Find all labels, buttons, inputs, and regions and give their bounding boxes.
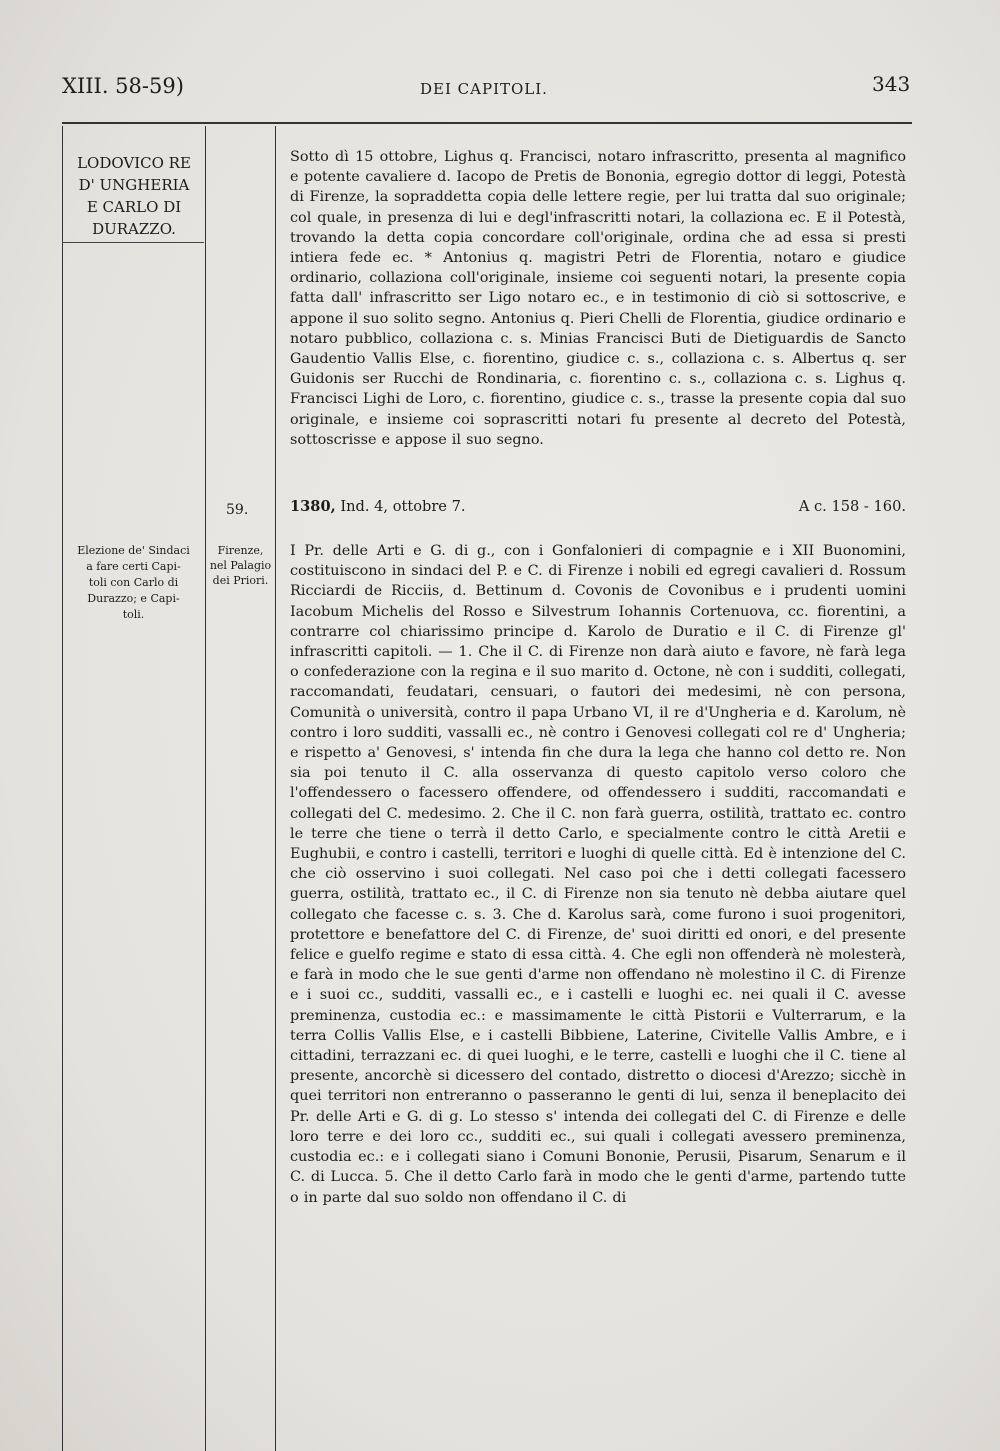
- margin-title-line: LODOVICO RE: [77, 154, 191, 172]
- margin-note-line: Elezione de' Sindaci: [77, 544, 190, 557]
- place-note-line: Firenze,: [217, 544, 264, 557]
- margin-rule: [62, 242, 204, 243]
- margin-note-line: toli.: [122, 608, 145, 621]
- place-note-line: dei Priori.: [212, 574, 269, 587]
- body-paragraph-1: Sotto dì 15 ottobre, Lighus q. Francisci, notaro infrascritto, presenta al magnifico e potente cavaliere d. Iacopo de Pretis de Bononia, egregio dottor di leggi, Potestà di Firenze, la sopraddetta copia delle lettere regie, per lui tratta dal suo originale; col quale, in presenza di lui e degl'infrascritti notari, la collaziona ec. E il Potestà, trovando la detta copia concordare coll'originale, ordina che ad essa si presti intiera fede ec. * Antonius q. magistri Petri de Florentia, notaro e giudice ordinario, collaziona coll'originale, insieme coi seguenti notari, la presente copia fatta dall' infrascritto ser Ligo notaro ec., e in testimonio di ciò si sottoscrive, e appone il suo solito segno. Antonius q. Pieri Chelli de Florentia, giudice ordinario e notaro pubblico, collaziona c. s. Minias Francisci Buti de Dietiguardis de Sancto Gaudentio Vallis Else, c. fiorentino, giudice c. s., collaziona c. s. Albertus q. ser Guidonis ser Rucchi de Rondinaria, c. fiorentino c. s., collaziona c. s. Lighus q. Francisci Lighi de Loro, c. fiorentino, giudice c. s., trasse la presente copia dal suo originale, e insieme coi soprascritti notari fu presente al decreto del Potestà, sottoscrisse e appose il suo segno.: [290, 149, 906, 448]
- place-note: [207, 543, 274, 588]
- place-note-line: nel Palagio: [209, 559, 272, 572]
- margin-note-line: toli con Carlo di: [88, 576, 179, 589]
- document-indiction-date: Ind. 4, ottobre 7.: [340, 498, 466, 515]
- margin-title-line: DURAZZO.: [92, 220, 176, 238]
- margin-note-line: a fare certi Capi-: [86, 560, 181, 573]
- column-rule-left: [62, 126, 63, 1451]
- margin-title-line: E CARLO DI: [86, 198, 182, 216]
- running-header-title: DEI CAPITOLI.: [420, 80, 548, 98]
- margin-section-title: [64, 152, 204, 240]
- document-number: 59.: [226, 502, 249, 518]
- margin-note-line: Durazzo; e Capi-: [87, 592, 180, 605]
- document-date-line: [290, 498, 906, 515]
- document-year: 1380,: [290, 498, 336, 515]
- body-paragraph-2: I Pr. delle Arti e G. di g., con i Gonfalonieri di compagnie e i XII Buonomini, costituiscono in sindaci del P. e C. di Firenze i nobili ed egregi cavalieri d. Rossum Ricciardi de Ricciis, d. Bettinum d. Covonis de Covonibus e i prudenti uomini Iacobum Michelis del Rosso e Silvestrum Iohannis Cortenuova, cc. fiorentini, a contrarre col chiarissimo principe d. Karolo de Duratio e il C. di Firenze gl' infrascritti capitoli. — 1. Che il C. di Firenze non darà aiuto e favore, nè farà lega o confederazione con la regina e il suo marito d. Octone, nè con i sudditi, collegati, raccomandati, feudatari, censuari, o fautori dei medesimi, nè con persona, Comunità o università, contro il papa Urbano VI, il re d'Ungheria e d. Karolum, nè contro i loro sudditi, vassalli ec., nè contro i Genovesi collegati col re d' Ungheria; e rispetto a' Genovesi, s' intenda fin che dura la lega che hanno col detto re. Non sia poi tenuto il C. alla osservanza di questo capitolo verso coloro che l'offendessero o facessero offendere, od offendessero i sudditi, raccomandati e collegati del C. medesimo. 2. Che il C. non farà guerra, ostilità, trattato ec. contro le terre che tiene o terrà il detto Carlo, e specialmente contro le città Aretii e Eughubii, e contro i castelli, territori e luoghi di quelle città. Ed è intenzione del C. che ciò osservino i suoi collegati. Nel caso poi che i detti collegati facessero guerra, ostilità, trattato ec., il C. di Firenze non sia tenuto nè debba aiutare quel collegato che facesse c. s. 3. Che d. Karolus sarà, come furono i suoi progenitori, protettore e benefattore del C. di Firenze, de' suoi diritti ed onori, e del presente felice e guelfo regime e stato di essa città. 4. Che egli non offenderà nè molesterà, e farà in modo che le sue genti d'arme non offendano nè molestino il C. di Firenze e i suoi cc., sudditi, vassalli ec., e i castelli e luoghi ec. nei quali il C. avesse preminenza, custodia ec.: e massimamente le città Pistorii e Vulterrarum, e la terra Collis Vallis Else, e i castelli Bibbiene, Laterine, Civitelle Vallis Ambre, e i cittadini, terrazzani ec. di quei luoghi, e le terre, castelli e luoghi che il C. tiene al presente, ancorchè si dicessero del contado, distretto o diocesi d'Arezzo; sicchè in quei territori non entreranno o passeranno le genti di lui, senza il beneplacito dei Pr. delle Arti e G. di g. Lo stesso s' intenda dei collegati del C. di Firenze e delle loro terre e dei loro cc., sudditi ec., sui quali i collegati avessero preminenza, custodia ec.: e i collegati siano i Comuni Bononie, Perusii, Pisarum, Senarum e il C. di Lucca. 5. Che il detto Carlo farà in modo che le genti d'arme, partendo tutte o in parte dal suo soldo non offendano il C. di: [290, 543, 906, 1206]
- header-rule: [62, 122, 912, 124]
- margin-title-line: D' UNGHERIA: [78, 176, 190, 194]
- document-folio-reference: A c. 158 - 160.: [798, 498, 906, 515]
- running-header-left: XIII. 58-59): [62, 74, 184, 98]
- column-rule-right: [275, 126, 276, 1451]
- page-number: 343: [872, 72, 911, 96]
- margin-summary-note: [66, 543, 201, 623]
- column-rule-middle: [205, 126, 206, 1451]
